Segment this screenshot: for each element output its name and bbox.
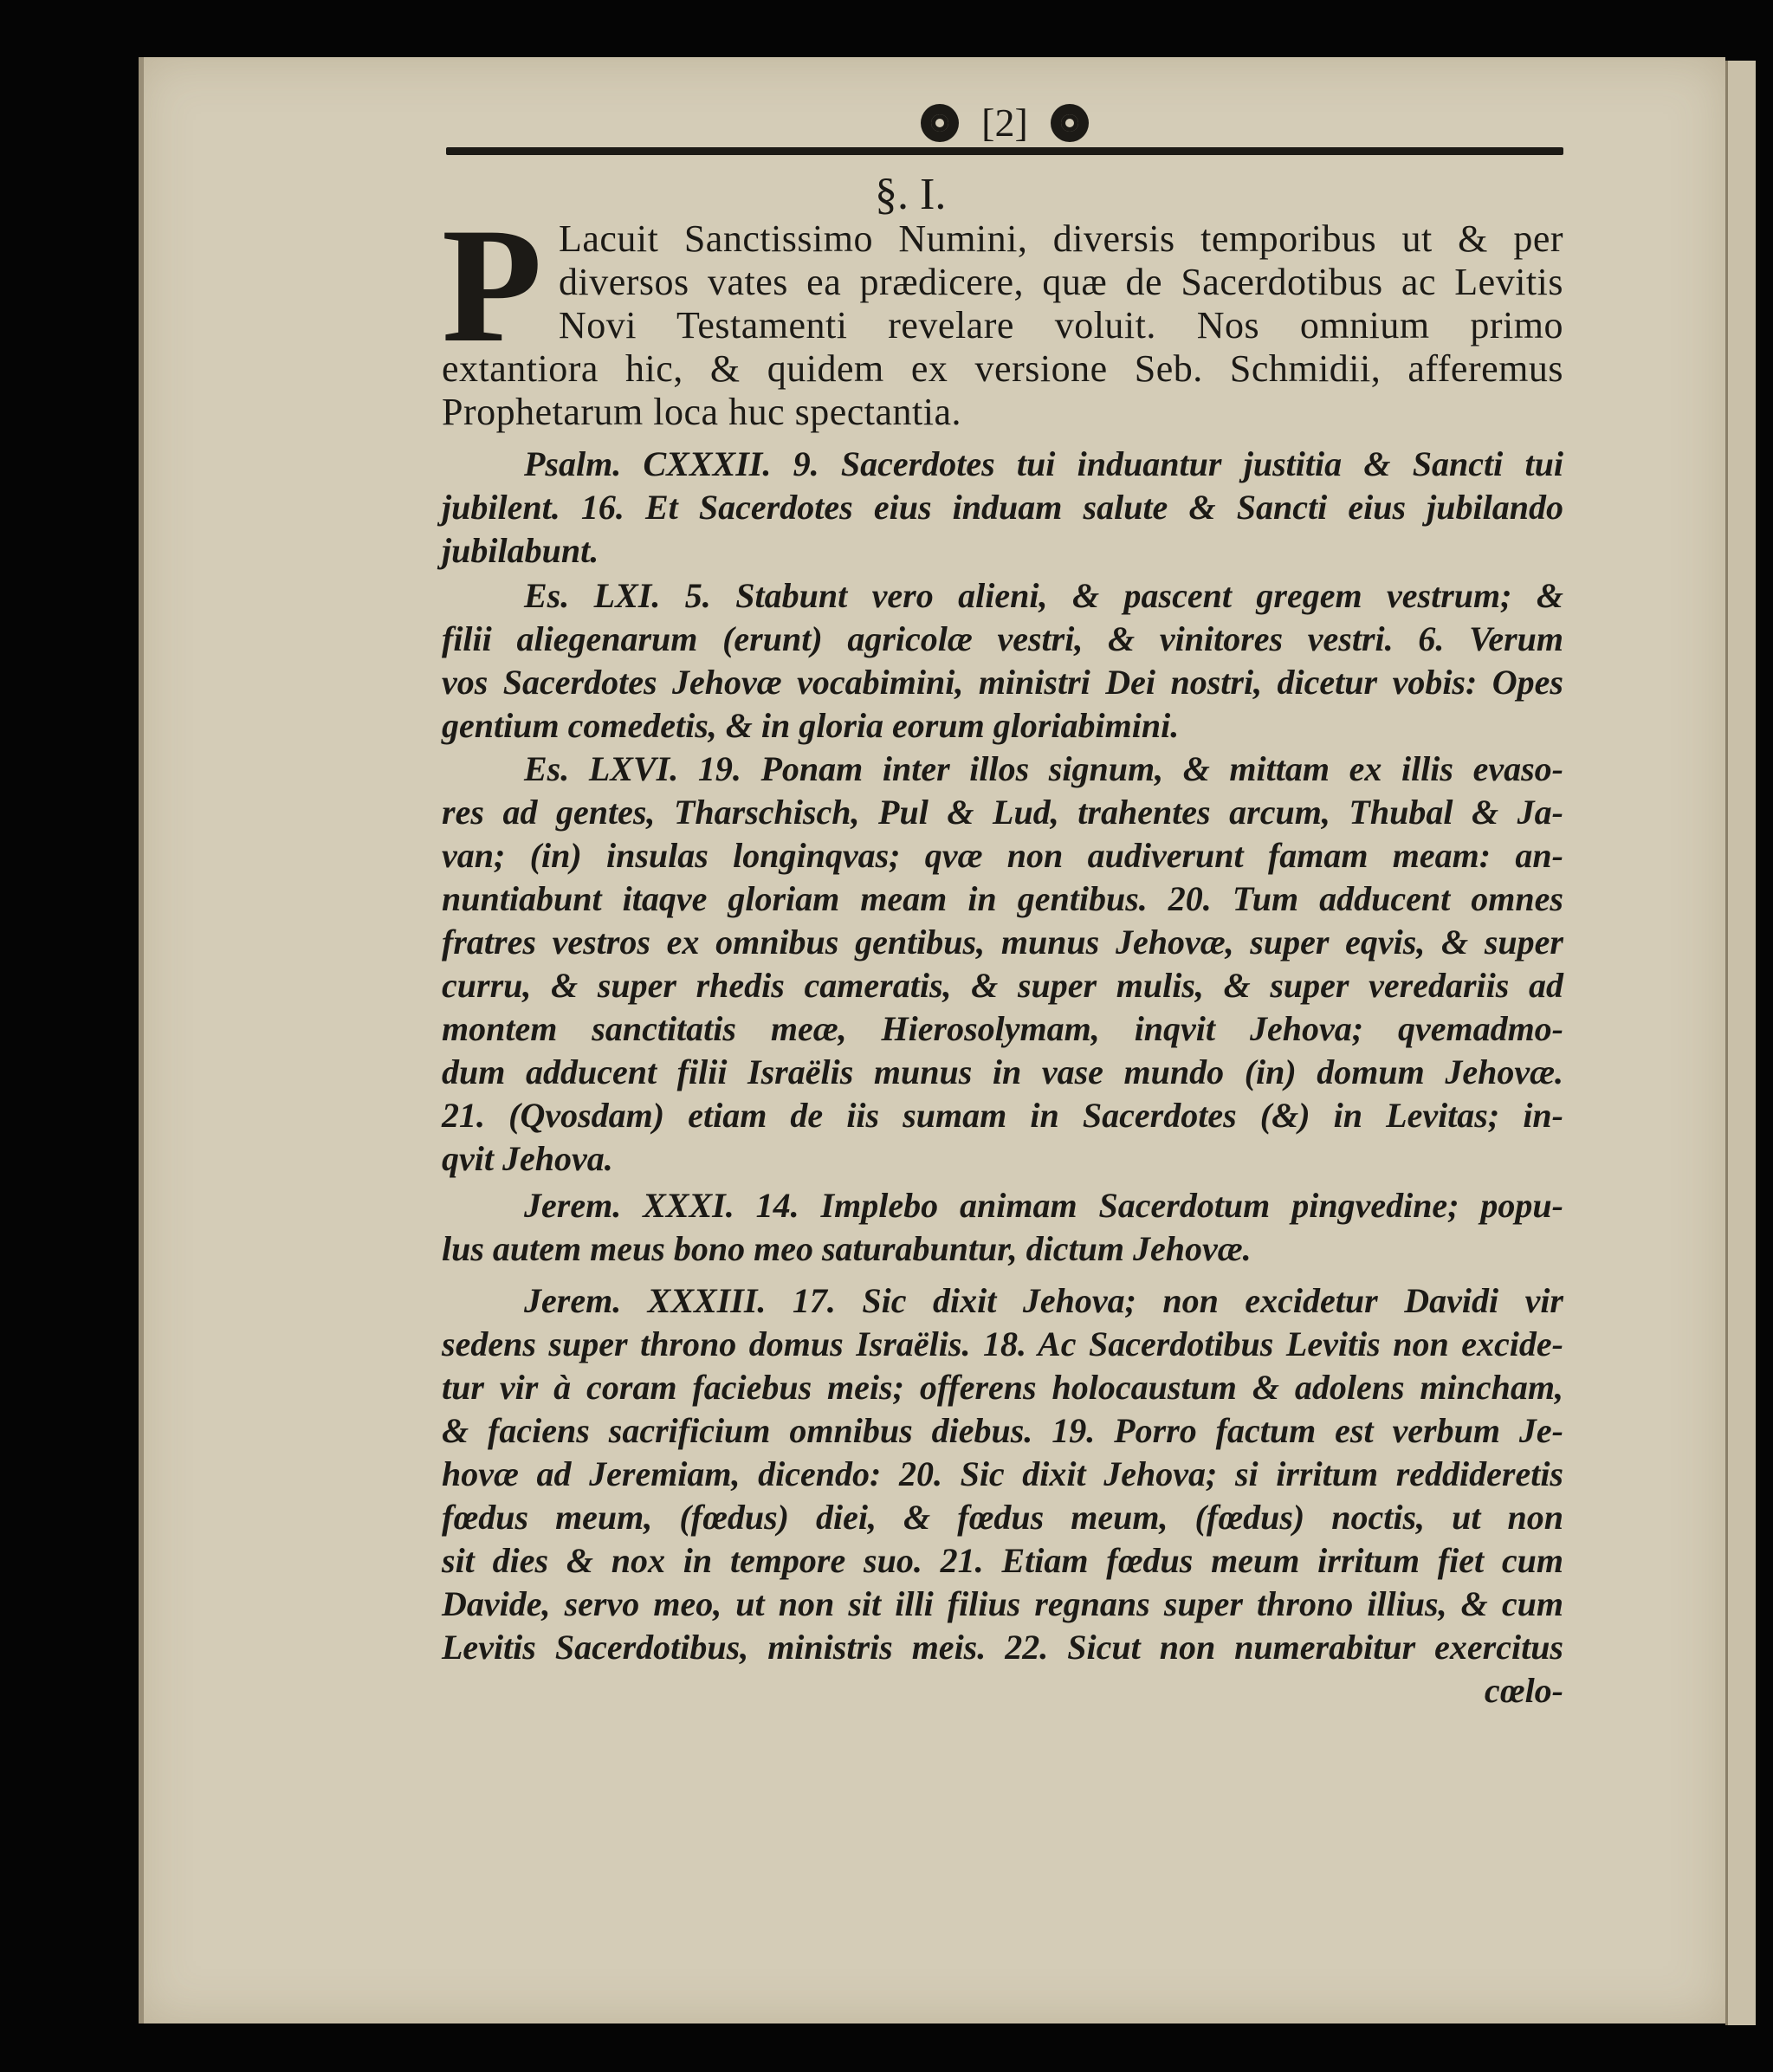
text-line: Lacuit Sanctissimo Numini, diversis temporibus ut & per [559, 217, 1563, 260]
section-heading: §. I. [875, 170, 947, 219]
next-page-edge [1725, 61, 1756, 2025]
text-line: fœdus meum, (fœdus) diei, & fœdus meum, (fœdus) noctis, ut non [442, 1498, 1563, 1537]
text-line: filii aliegenarum (erunt) agricolæ vestri, & vinitores vestri. 6. Verum [442, 619, 1563, 658]
text-line: Jerem. XXXIII. 17. Sic dixit Jehova; non excidetur Davidi vir [524, 1281, 1563, 1320]
text-line: tur vir à coram faciebus meis; offerens holocaustum & adolens mincham, [442, 1368, 1563, 1407]
text-line: van; (in) insulas longinqvas; qvæ non audiverunt famam meam: an- [442, 836, 1563, 875]
text-line: montem sanctitatis meæ, Hierosolymam, inqvit Jehova; qvemadmo- [442, 1009, 1563, 1048]
text-line: Psalm. CXXXII. 9. Sacerdotes tui induantur justitia & Sancti tui [524, 444, 1563, 483]
text-line: Es. LXI. 5. Stabunt vero alieni, & pascent gregem vestrum; & [524, 576, 1563, 615]
text-line: Novi Testamenti revelare voluit. Nos omnium primo [559, 304, 1563, 346]
text-line: fratres vestros ex omnibus gentibus, munus Jehovæ, super eqvis, & super [442, 923, 1563, 962]
text-line: extantiora hic, & quidem ex versione Seb. Schmidii, afferemus [442, 347, 1563, 390]
text-line: Prophetarum loca huc spectantia. [442, 391, 962, 433]
text-line: qvit Jehova. [442, 1139, 613, 1178]
text-line: Levitis Sacerdotibus, ministris meis. 22. Sicut non numerabitur exercitus [442, 1628, 1563, 1667]
text-line: Davide, servo meo, ut non sit illi filius regnans super throno illius, & cum [442, 1584, 1563, 1623]
rosette-ornament-left-icon [921, 104, 959, 142]
text-line: curru, & super rhedis cameratis, & super mulis, & super veredariis ad [442, 966, 1563, 1005]
text-line: hovæ ad Jeremiam, dicendo: 20. Sic dixit Jehova; si irritum reddideretis [442, 1454, 1563, 1493]
text-line: jubilabunt. [442, 531, 599, 570]
text-line: lus autem meus bono meo saturabuntur, dictum Jehovæ. [442, 1229, 1252, 1268]
text-line: vos Sacerdotes Jehovæ vocabimini, ministri Dei nostri, dicetur vobis: Opes [442, 663, 1563, 702]
text-line: Es. LXVI. 19. Ponam inter illos signum, & mittam ex illis evaso- [524, 749, 1563, 788]
text-line: dum adducent filii Israëlis munus in vase mundo (in) domum Jehovæ. [442, 1052, 1563, 1091]
drop-cap: P [442, 195, 543, 377]
text-line: sedens super throno domus Israëlis. 18. Ac Sacerdotibus Levitis non excide- [442, 1324, 1563, 1363]
page-fold [139, 57, 144, 2023]
catchword: cœlo- [1484, 1671, 1563, 1710]
text-line: diversos vates ea prædicere, quæ de Sacerdotibus ac Levitis [559, 261, 1563, 303]
page-header [446, 87, 1563, 165]
text-line: jubilent. 16. Et Sacerdotes eius induam salute & Sancti eius jubilando [442, 488, 1563, 527]
text-line: gentium comedetis, & in gloria eorum gloriabimini. [442, 706, 1180, 745]
text-line: 21. (Qvosdam) etiam de iis sumam in Sacerdotes (&) in Levitas; in- [442, 1096, 1563, 1135]
text-line: sit dies & nox in tempore suo. 21. Etiam fœdus meum irritum fiet cum [442, 1541, 1563, 1580]
text-line: res ad gentes, Tharschisch, Pul & Lud, trahentes arcum, Thubal & Ja- [442, 793, 1563, 832]
page-number: [2] [981, 100, 1028, 145]
text-line: & faciens sacrificium omnibus diebus. 19. Porro factum est verbum Je- [442, 1411, 1563, 1450]
text-line: nuntiabunt itaqve gloriam meam in gentibus. 20. Tum adducent omnes [442, 879, 1563, 918]
rosette-ornament-right-icon [1051, 104, 1089, 142]
header-rule [446, 147, 1563, 155]
text-line: Jerem. XXXI. 14. Implebo animam Sacerdotum pingvedine; popu- [524, 1186, 1563, 1225]
